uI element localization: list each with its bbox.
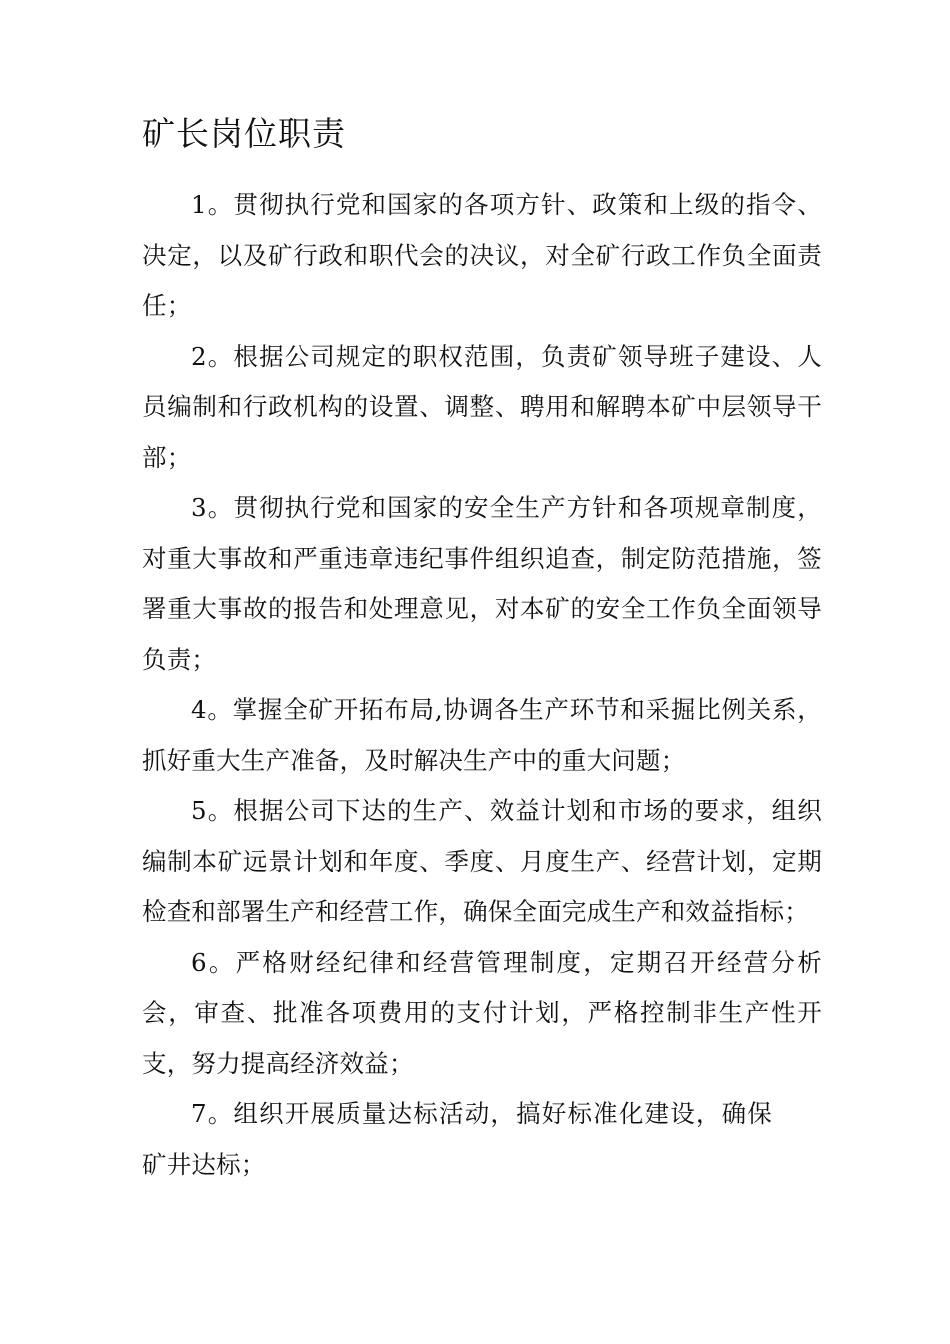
clause-7: 7。组织开展质量达标活动，搞好标准化建设，确保矿井达标； [142,1099,772,1179]
clause-5: 5。根据公司下达的生产、效益计划和市场的要求，组织编制本矿远景计划和年度、季度、月度生产、经营计划，定期检查和部署生产和经营工作，确保全面完成生产和效益指标； [142,796,822,926]
clause-1: 1。贯彻执行党和国家的各项方针、政策和上级的指令、决定，以及矿行政和职代会的决议，对全矿行政工作负全面责任； [142,190,822,320]
clause-3: 3。贯彻执行党和国家的安全生产方针和各项规章制度，对重大事故和严重违章违纪事件组织追查，制定防范措施，签署重大事故的报告和处理意见，对本矿的安全工作负全面领导负责； [142,493,822,674]
clause-6: 6。严格财经纪律和经营管理制度，定期召开经营分析会，审查、批准各项费用的支付计划，严格控制非生产性开支，努力提高经济效益； [142,947,822,1078]
document-page [142,110,822,1190]
clause-2: 2。根据公司规定的职权范围，负责矿领导班子建设、人员编制和行政机构的设置、调整、聘用和解聘本矿中层领导干部； [142,341,822,472]
document-title: 矿长岗位职责 [142,114,346,153]
clause-4: 4。掌握全矿开拓布局,协调各生产环节和采掘比例关系，抓好重大生产准备，及时解决生产中的重大问题； [142,695,822,775]
